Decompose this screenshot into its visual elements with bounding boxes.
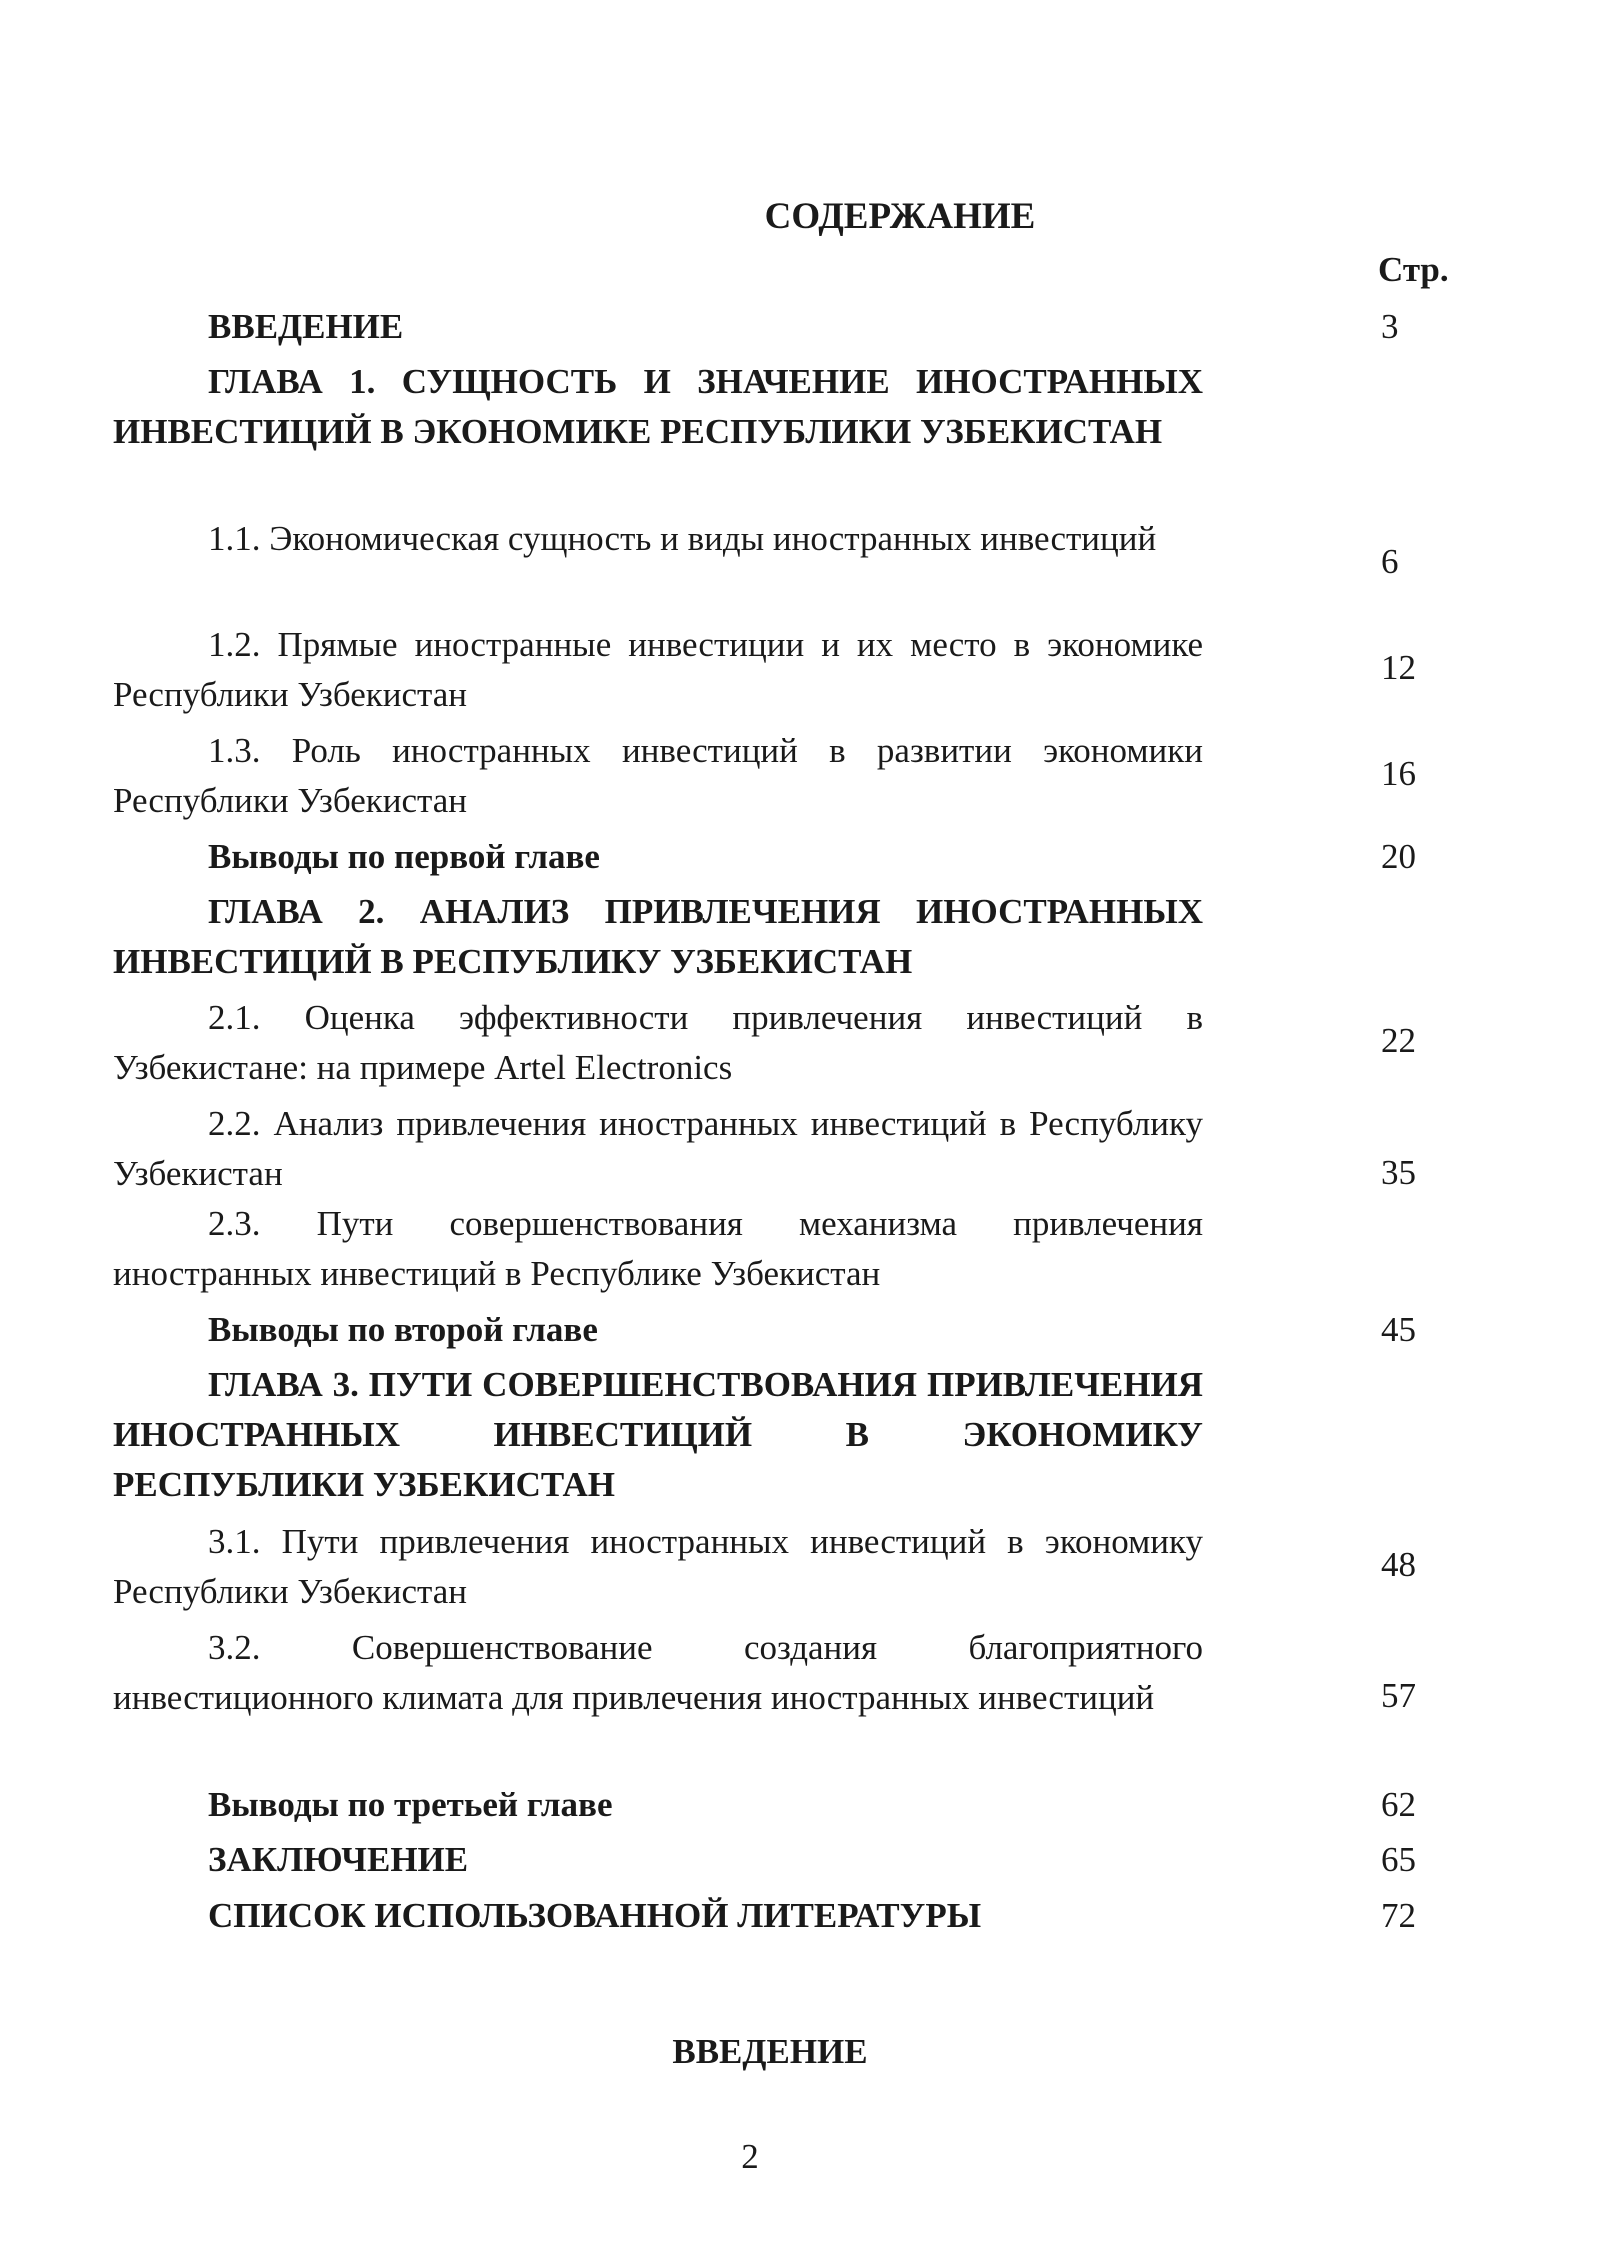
next-section-heading-text: ВВЕДЕНИЕ (672, 2032, 868, 2071)
toc-entry-page: 6 (1381, 542, 1399, 581)
toc-entry-text: СПИСОК ИСПОЛЬЗОВАННОЙ ЛИТЕРАТУРЫ (208, 1896, 982, 1935)
toc-entry-text: ГЛАВА 3. ПУТИ СОВЕРШЕНСТВОВАНИЯ ПРИВЛЕЧЕНИЯ ИНОСТРАННЫХ ИНВЕСТИЦИЙ В ЭКОНОМИКУ РЕСПУБЛИКИ УЗБЕКИСТАН (113, 1365, 1203, 1504)
toc-entry-text: 2.3. Пути совершенствования механизма привлечения иностранных инвестиций в Республике Узбекистан (113, 1204, 1203, 1293)
toc-entry-page: 48 (1381, 1545, 1416, 1584)
toc-entry-text: ЗАКЛЮЧЕНИЕ (208, 1840, 469, 1879)
toc-entry-page: 65 (1381, 1840, 1416, 1879)
toc-entry-page: 20 (1381, 837, 1416, 876)
toc-entry-text: 3.2. Совершенствование создания благоприятного инвестиционного климата для привлечения иностранных инвестиций (113, 1628, 1203, 1717)
toc-entry-text: 1.3. Роль иностранных инвестиций в развитии экономики Республики Узбекистан (113, 731, 1203, 820)
toc-entry-page: 12 (1381, 648, 1416, 687)
toc-entry-page: 3 (1381, 307, 1399, 346)
toc-title: СОДЕРЖАНИЕ (764, 196, 1036, 237)
toc-entry-page: 72 (1381, 1896, 1416, 1935)
toc-entry-text: ГЛАВА 2. АНАЛИЗ ПРИВЛЕЧЕНИЯ ИНОСТРАННЫХ ИНВЕСТИЦИЙ В РЕСПУБЛИКУ УЗБЕКИСТАН (113, 892, 1203, 981)
toc-entry-text: 1.2. Прямые иностранные инвестиции и их место в экономике Республики Узбекистан (113, 625, 1203, 714)
next-section-heading (0, 2032, 1600, 2072)
toc-entry-page: 35 (1381, 1153, 1416, 1192)
page-column-label: Стр. (1378, 250, 1449, 289)
toc-entry-page: 62 (1381, 1785, 1416, 1824)
toc-entry-page: 16 (1381, 754, 1416, 793)
page-number: 2 (741, 2137, 759, 2176)
toc-entry-text: 3.1. Пути привлечения иностранных инвестиций в экономику Республики Узбекистан (113, 1522, 1203, 1611)
toc-entry-page: 45 (1381, 1310, 1416, 1349)
toc-entry-text: ВВЕДЕНИЕ (208, 307, 404, 346)
toc-entry-text: Выводы по второй главе (208, 1310, 598, 1349)
toc-entry-text: Выводы по третьей главе (208, 1785, 613, 1824)
toc-entry-text: 2.2. Анализ привлечения иностранных инвестиций в Республику Узбекистан (113, 1104, 1203, 1193)
toc-entry-text: ГЛАВА 1. СУЩНОСТЬ И ЗНАЧЕНИЕ ИНОСТРАННЫХ ИНВЕСТИЦИЙ В ЭКОНОМИКЕ РЕСПУБЛИКИ УЗБЕКИСТАН (113, 362, 1203, 451)
toc-entry-text: 1.1. Экономическая сущность и виды иностранных инвестиций (208, 519, 1157, 558)
toc-entry-page: 22 (1381, 1021, 1416, 1060)
toc-entry-text: Выводы по первой главе (208, 837, 600, 876)
toc-entry-text: 2.1. Оценка эффективности привлечения инвестиций в Узбекистане: на примере Artel Electronics (113, 998, 1203, 1087)
toc-entry-page: 57 (1381, 1676, 1416, 1715)
